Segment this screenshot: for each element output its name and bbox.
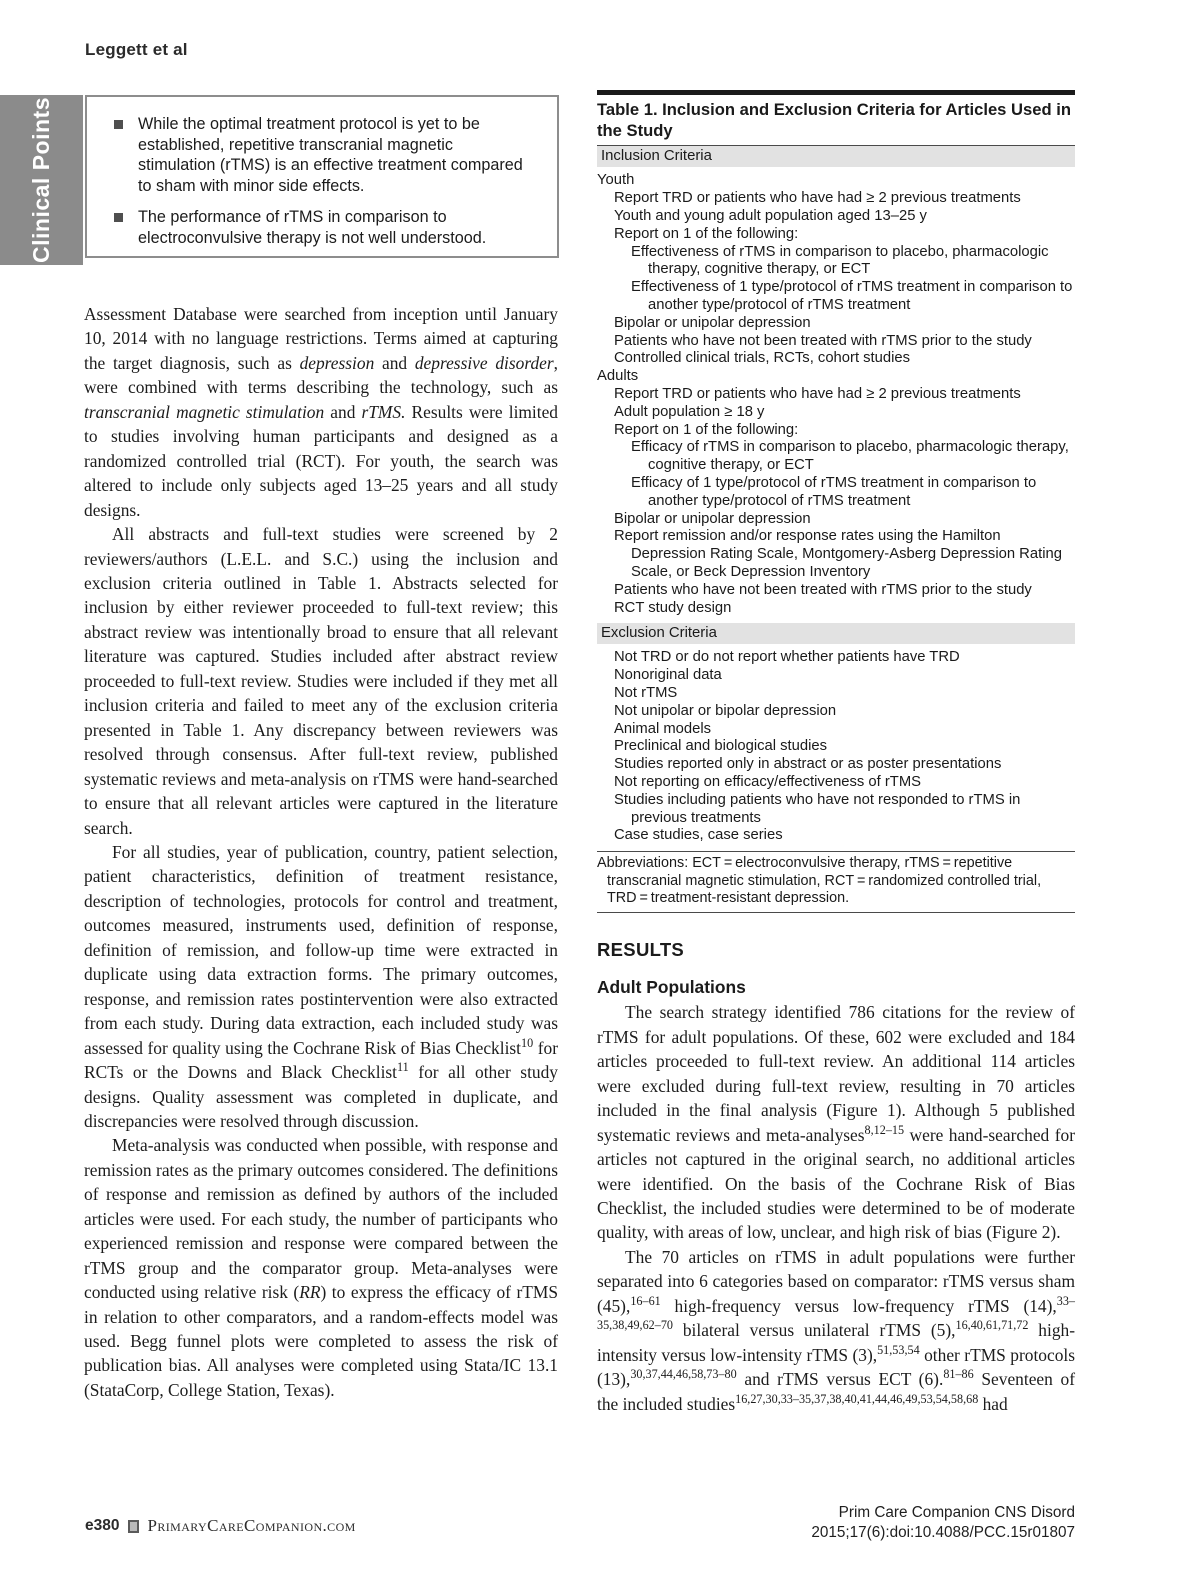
results-subheading: Adult Populations	[597, 977, 746, 998]
table-row: Effectiveness of 1 type/protocol of rTMS treatment in comparison to another type/protocol of rTMS treatment	[631, 279, 1073, 314]
table-row: Efficacy of rTMS in comparison to placebo, pharmacologic therapy, cognitive therapy, or ECT	[631, 439, 1069, 474]
results-section	[597, 939, 1075, 1416]
table-row: Youth and young adult population aged 13–25 y	[614, 208, 927, 225]
table-row: Studies including patients who have not responded to rTMS in previous treatments	[614, 791, 1021, 826]
table-row: Studies reported only in abstract or as poster presentations	[614, 756, 1002, 773]
table-1-abbreviations: Abbreviations: ECT = electroconvulsive therapy, rTMS = repetitive transcranial magnetic stimulation, RCT = randomized controlled trial, TRD = treatment-resistant depression.	[597, 855, 1042, 906]
table-row: RCT study design	[614, 599, 732, 616]
table-1-inclusion-rows	[597, 172, 1075, 617]
clinical-points-label: Clinical Points	[28, 97, 54, 263]
table-row: Adult population ≥ 18 y	[614, 403, 765, 420]
table-row: Adults	[597, 368, 639, 385]
clinical-points-sidebar	[0, 95, 83, 265]
table-1-exclusion-header: Exclusion Criteria	[597, 623, 1075, 644]
table-row: Nonoriginal data	[614, 667, 722, 684]
table-row: Report on 1 of the following:	[614, 225, 799, 242]
clinical-point-item	[114, 207, 531, 248]
table-row: Controlled clinical trials, RCTs, cohort studies	[614, 350, 911, 367]
body-paragraph: For all studies, year of publication, country, patient selection, patient characteristics, definition of treatment resistance, description of technologies, protocols for control and treatment, outcomes measured, instruments used, definition of response, definition of remission, and follow-up time were extracted in duplicate using data extraction forms. The primary outcomes, response, and remission rates postintervention were also extracted from each study. During data extraction, each included study was assessed for quality using the Cochrane Risk of Bias Checklist$^{10}$ for RCTs or the Downs and Black Checklist$^{11}$ for all other study designs. Quality assessment was completed in duplicate, and discrepancies were resolved through discussion.	[84, 841, 558, 1131]
results-paragraph: The search strategy identified 786 citations for the review of rTMS for adult populations. Of these, 602 were excluded and 184 articles proceeded to full-text review. An additional 114 articles were excluded during full-text review, resulting in 70 articles included in the final analysis (Figure 1). Although 5 published systematic reviews and meta-analyses$^{8,12-15}$ were hand-searched for articles not captured in the original search, no additional articles were identified. On the basis of the Cochrane Risk of Bias Checklist, the included studies were determined to be of moderate quality, with areas of low, unclear, and high risk of bias (Figure 2).	[597, 1002, 1075, 1243]
table-row: Youth	[597, 172, 635, 189]
table-row: Not TRD or do not report whether patients have TRD	[614, 649, 960, 666]
journal-name: Prim Care Companion CNS Disord	[838, 1504, 1075, 1521]
body-paragraph: Meta-analysis was conducted when possible, with response and remission rates as the primary outcomes considered. The definitions of response and remission as defined by authors of the included articles were used. For each study, the number of participants who experienced remission and response were compared between the rTMS group and the comparator group. Meta-analyses were conducted using relative risk (RR) to express the efficacy of rTMS in relation to other comparators, and a random-effects model was used. Begg funnel plots were completed to assess the risk of publication bias. All analyses were completed using Stata/IC 13.1 (StataCorp, College Station, Texas).	[84, 1135, 558, 1400]
body-paragraph: Assessment Database were searched from inception until January 10, 2014 with no language restrictions. Terms aimed at capturing the target diagnosis, such as depression and depressive disorder, were combined with terms describing the technology, such as transcranial magnetic stimulation and rTMS. Results were limited to studies involving human participants and designed as a randomized controlled trial (RCT). For youth, the search was altered to include only subjects aged 13–25 years and all study designs.	[84, 304, 559, 520]
clinical-points-box	[85, 95, 559, 258]
table-row: Not unipolar or bipolar depression	[614, 702, 837, 719]
square-logo-icon	[128, 1520, 139, 1533]
journal-doi: 2015;17(6):doi:10.4088/PCC.15r01807	[811, 1524, 1075, 1541]
square-bullet-icon	[114, 120, 123, 129]
table-row: Patients who have not been treated with rTMS prior to the study	[614, 581, 1032, 598]
table-1-footnote	[597, 851, 1075, 913]
running-head: Leggett et al	[85, 40, 188, 59]
table-row: Report on 1 of the following:	[614, 421, 799, 438]
body-right-column	[597, 90, 1075, 1416]
results-heading: RESULTS	[597, 939, 685, 961]
table-row: Animal models	[614, 720, 712, 737]
clinical-point-text: The performance of rTMS in comparison to electroconvulsive therapy is not well understood.	[138, 207, 487, 247]
table-row: Patients who have not been treated with rTMS prior to the study	[614, 332, 1032, 349]
table-row: Report remission and/or response rates using the Hamilton Depression Rating Scale, Montgomery-Asberg Depression Rating Scale, or Beck Depression Inventory	[614, 528, 1062, 580]
body-left-column	[84, 302, 558, 1402]
table-row: Case studies, case series	[614, 827, 783, 844]
table-row: Not rTMS	[614, 684, 678, 701]
page-number: e380	[85, 1517, 120, 1534]
square-bullet-icon	[114, 213, 123, 222]
table-row: Report TRD or patients who have had ≥ 2 previous treatments	[614, 190, 1021, 207]
table-row: Efficacy of 1 type/protocol of rTMS treatment in comparison to another type/protocol of rTMS treatment	[631, 475, 1037, 509]
table-row: Effectiveness of rTMS in comparison to placebo, pharmacologic therapy, cognitive therapy, or ECT	[631, 243, 1049, 278]
clinical-point-item	[114, 114, 531, 197]
clinical-point-text: While the optimal treatment protocol is yet to be established, repetitive transcranial magnetic stimulation (rTMS) is an effective treatment compared to sham with minor side effects.	[138, 115, 523, 196]
results-body	[597, 1000, 1075, 1416]
table-row: Bipolar or unipolar depression	[614, 314, 811, 331]
table-row: Not reporting on efficacy/effectiveness of rTMS	[614, 773, 922, 790]
table-1	[597, 90, 1075, 913]
footer-site-name: PrimaryCareCompanion.com	[147, 1516, 356, 1535]
table-1-exclusion-rows	[597, 649, 1075, 845]
table-1-inclusion-header: Inclusion Criteria	[597, 146, 1075, 167]
footer-left	[85, 1516, 356, 1536]
footer-citation	[811, 1503, 1075, 1543]
table-1-title: Table 1. Inclusion and Exclusion Criteria for Articles Used in the Study	[597, 90, 1075, 146]
body-paragraph: All abstracts and full-text studies were screened by 2 reviewers/authors (L.E.L. and S.C.) using the inclusion and exclusion criteria outlined in Table 1. Abstracts selected for inclusion by either reviewer proceeded to full-text review; this abstract review was intentionally broad to ensure that all relevant literature was captured. Studies included after abstract review proceeded to full-text review. Studies were included if they met all inclusion criteria and failed to meet any of the exclusion criteria presented in Table 1. Any discrepancy between reviewers was resolved through consensus. After full-text review, published systematic reviews and meta-analysis on rTMS were hand-searched to ensure that all relevant articles were captured in the literature search.	[84, 524, 558, 838]
table-row: Report TRD or patients who have had ≥ 2 previous treatments	[614, 386, 1021, 403]
table-row: Bipolar or unipolar depression	[614, 510, 811, 527]
table-row: Preclinical and biological studies	[614, 738, 828, 755]
results-paragraph: The 70 articles on rTMS in adult populations were further separated into 6 categories based on comparator: rTMS versus sham (45),$^{16-61}$ high-frequency versus low-frequency rTMS (14),$^{33-35,38,49,62-70}$ bilateral versus unilateral rTMS (5),$^{16,40,61,71,72}$ high-intensity versus low-intensity rTMS (3),$^{51,53,54}$ other rTMS protocols (13),$^{30,37,44,46,58,73-80}$ and rTMS versus ECT (6).$^{81-86}$ Seventeen of the included studies$^{16,27,30,33-35,37,38,40,41,44,46,49,53,54,58,68}$ had	[597, 1246, 1075, 1414]
